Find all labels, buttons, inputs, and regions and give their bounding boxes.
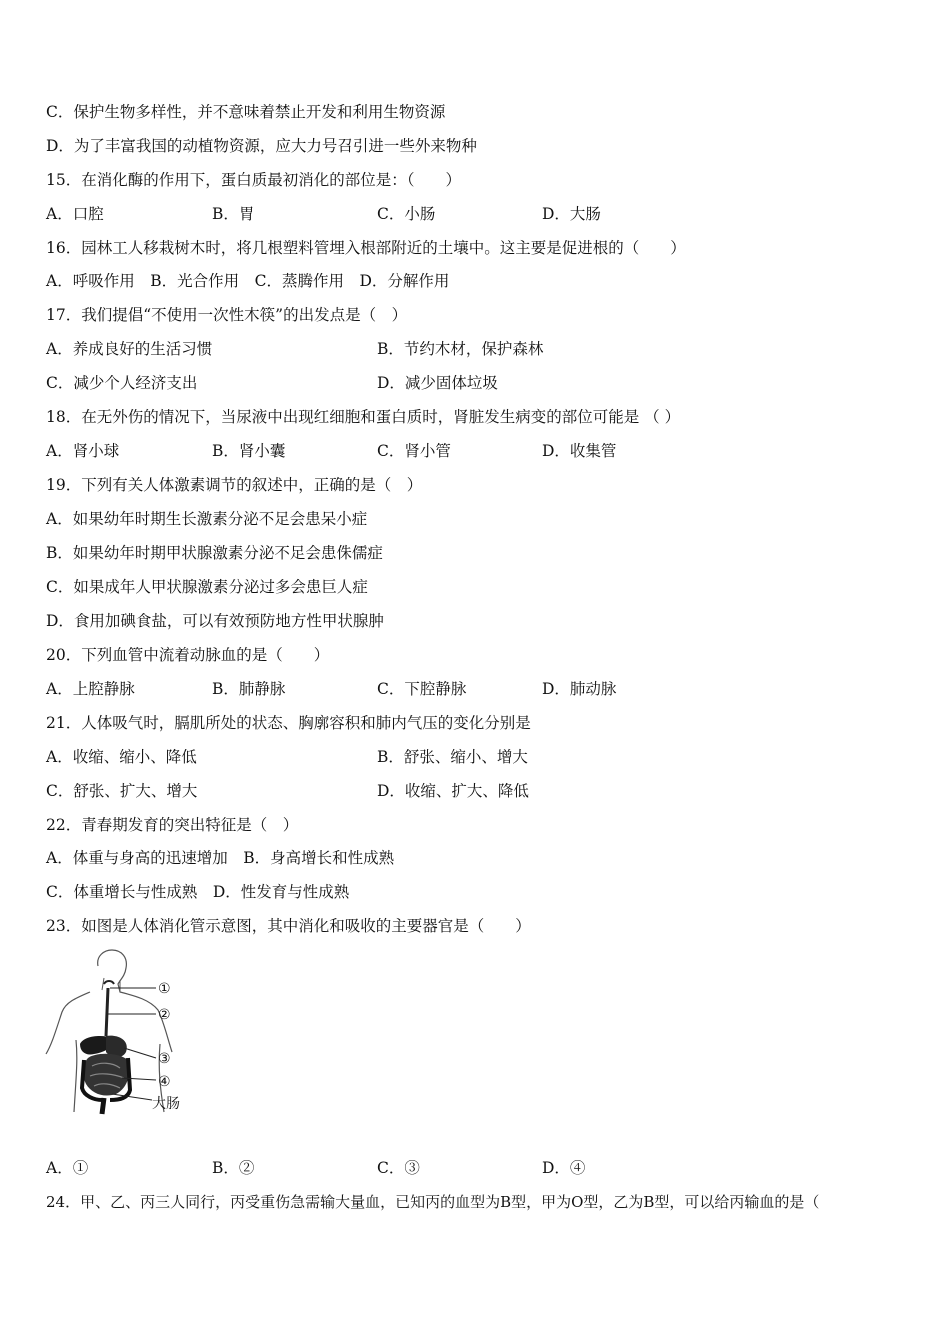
q18-option-b: B．肾小囊 [212,442,286,460]
neck-outline [102,978,120,992]
q17-option-c: C．减少个人经济支出 [46,374,198,392]
q23-option-c: C．③ [377,1159,420,1177]
q20-option-a: A．上腔静脉 [46,680,135,698]
question-23: 23．如图是人体消化管示意图，其中消化和吸收的主要器官是（ ） [46,917,531,935]
rectum [102,1098,104,1114]
q22-options-cd: C．体重增长与性成熟 D．性发育与性成熟 [46,883,350,901]
question-17: 17．我们提倡“不使用一次性木筷”的出发点是（ ） [46,306,408,324]
q15-option-c: C．小肠 [377,205,436,223]
q21-option-d: D．收缩、扩大、降低 [377,782,529,800]
q18-option-d: D．收集管 [542,442,617,460]
digestive-tract-diagram [40,948,200,1128]
digestive-tract-svg [40,948,200,1128]
option-c-line: C．保护生物多样性，并不意味着禁止开发和利用生物资源 [46,103,446,121]
small-intestine [83,1054,129,1096]
mouth-tube [104,981,114,984]
question-21: 21．人体吸气时，膈肌所处的状态、胸廓容积和肺内气压的变化分别是 [46,714,531,732]
q19-option-d: D．食用加碘食盐，可以有效预防地方性甲状腺肿 [46,612,384,630]
q22-options-ab: A．体重与身高的迅速增加 B．身高增长和性成熟 [46,849,395,867]
q17-option-d: D．减少固体垃圾 [377,374,498,392]
figure-label-2: ② [158,1007,171,1023]
q19-option-b: B．如果幼年时期甲状腺激素分泌不足会患侏儒症 [46,544,383,562]
figure-label-4: ④ [158,1074,171,1090]
q20-option-b: B．肺静脉 [212,680,286,698]
q23-option-d: D．④ [542,1159,586,1177]
figure-label-3: ③ [158,1051,171,1067]
q17-option-a: A．养成良好的生活习惯 [46,340,213,358]
q15-option-b: B．胃 [212,205,255,223]
q15-option-d: D．大肠 [542,205,601,223]
question-16: 16．园林工人移栽树木时，将几根塑料管埋入根部附近的土壤中。这主要是促进根的（ ） [46,239,686,257]
question-24: 24．甲、乙、丙三人同行，丙受重伤急需输大量血，已知丙的血型为B型，甲为O型，乙为B型，可以给丙输血的是（ [46,1193,820,1211]
q16-options: A．呼吸作用 B．光合作用 C．蒸腾作用 D．分解作用 [46,272,450,290]
q20-option-d: D．肺动脉 [542,680,617,698]
q18-option-c: C．肾小管 [377,442,451,460]
q23-option-b: B．② [212,1159,255,1177]
question-18: 18．在无外伤的情况下，当尿液中出现红细胞和蛋白质时，肾脏发生病变的部位可能是 （ ） [46,408,681,426]
option-d-line: D．为了丰富我国的动植物资源，应大力号召引进一些外来物种 [46,137,477,155]
q23-option-a: A．① [46,1159,89,1177]
question-22: 22．青春期发育的突出特征是（ ） [46,816,299,834]
question-20: 20．下列血管中流着动脉血的是（ ） [46,646,330,664]
q19-option-c: C．如果成年人甲状腺激素分泌过多会患巨人症 [46,578,368,596]
figure-label-1: ① [158,981,171,997]
q19-option-a: A．如果幼年时期生长激素分泌不足会患呆小症 [46,510,368,528]
q21-option-c: C．舒张、扩大、增大 [46,782,198,800]
q18-option-a: A．肾小球 [46,442,120,460]
question-15: 15．在消化酶的作用下，蛋白质最初消化的部位是：（ ） [46,171,461,189]
question-19: 19．下列有关人体激素调节的叙述中，正确的是（ ） [46,476,423,494]
q17-option-b: B．节约木材，保护森林 [377,340,544,358]
q21-option-a: A．收缩、缩小、降低 [46,748,197,766]
leader-3 [124,1048,156,1058]
q20-option-c: C．下腔静脉 [377,680,467,698]
esophagus [106,988,108,1036]
q15-option-a: A．口腔 [46,205,104,223]
figure-label-large-intestine: 大肠 [152,1096,180,1112]
q21-option-b: B．舒张、缩小、增大 [377,748,528,766]
